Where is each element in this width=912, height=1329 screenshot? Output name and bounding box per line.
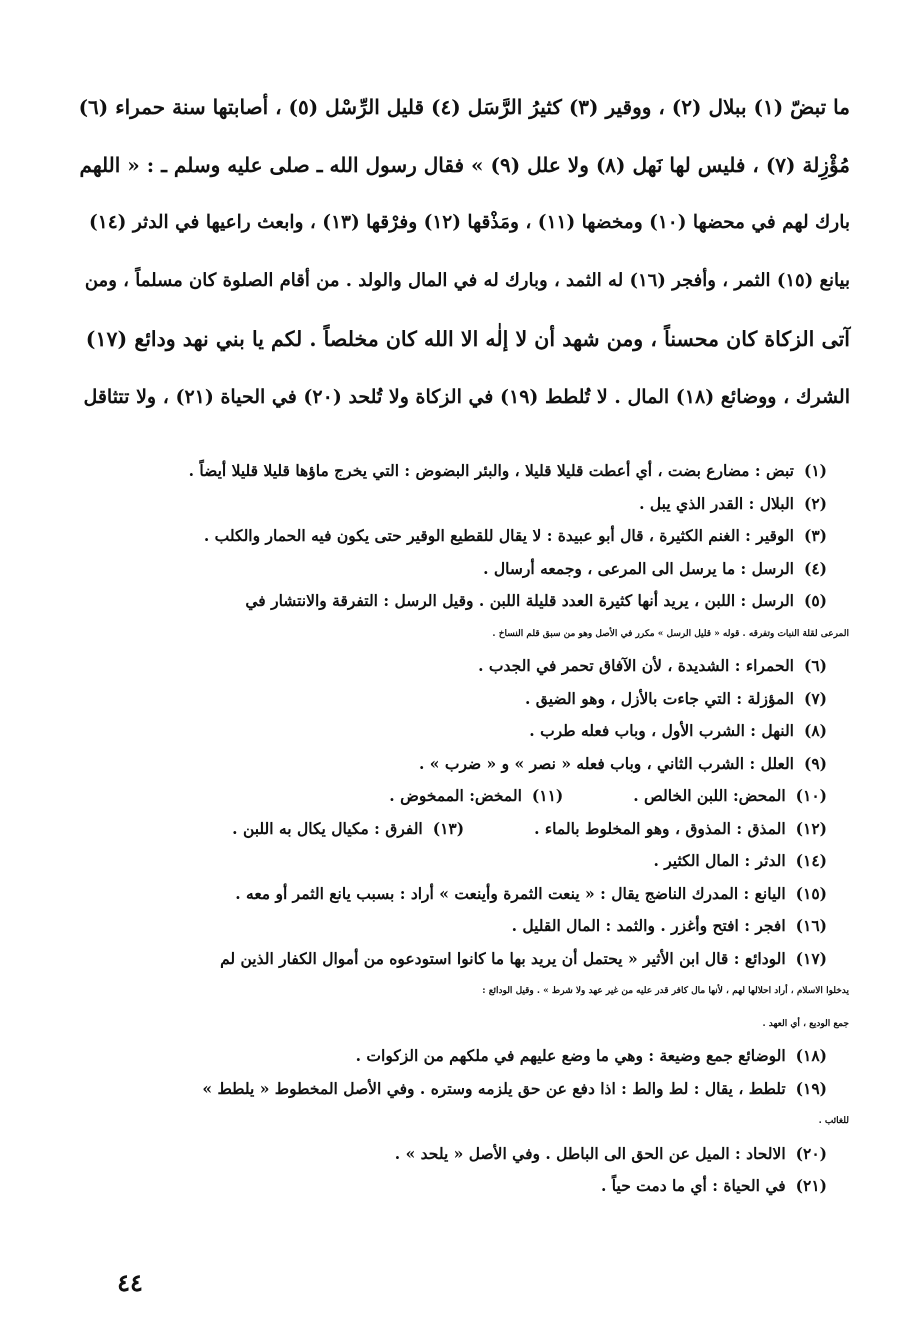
footnote-number: (١٥) (795, 883, 827, 903)
footnote (70, 943, 827, 976)
footnote-text: البلال : القدر الذي يبل . (639, 493, 794, 513)
footnote-number: (١٨) (795, 1046, 827, 1065)
footnote (70, 878, 827, 911)
footnote-number: (١٧) (795, 948, 827, 968)
footnote-text: الوقير : الغنم الكثيرة ، قال أبو عبيدة : لا يقال للقطيع الوقير حتى يكون فيه الحمار والكلب . (203, 526, 794, 545)
footnote-text: الفرق : مكيال يكال به اللبن . (232, 818, 423, 838)
footnote (70, 1073, 827, 1106)
main-text (70, 78, 850, 426)
footnote-text: الودائع : قال ابن الأثير « يحتمل أن يريد بها ما كانوا استودعوه من أموال الكفار الذين لم (220, 948, 786, 968)
footnote (70, 683, 827, 716)
footnote (70, 1138, 827, 1171)
footnote (70, 1040, 827, 1073)
footnote-number: (٨) (803, 721, 827, 740)
footnote-text: الرسل : اللبن ، يريد أنها كثيرة العدد قليلة اللبن . وقيل الرسل : التفرقة والانتشار في (245, 591, 794, 610)
footnote (70, 553, 827, 586)
footnote-text: يدخلوا الاسلام ، أراد احلالها لهم ، لأنها مال كافر قدر عليه من غير عهد ولا شرط » . وقيل الودائع : (482, 986, 849, 996)
footnote-text: الحمراء : الشديدة ، لأن الآفاق تحمر في الجدب . (478, 656, 794, 675)
footnote-text: الالحاد : الميل عن الحق الى الباطل . وفي الأصل « يلحد » . (394, 1143, 786, 1163)
footnote-number: (١٣) (432, 818, 465, 838)
footnote-text: المذق : المذوق ، وهو المخلوط بالماء . (534, 818, 786, 838)
footnote-number: (١٢) (795, 818, 827, 838)
footnote (70, 650, 827, 683)
footnote-text: للغائب . (818, 1116, 849, 1126)
footnote-text: جمع الوديع ، أي العهد . (762, 1018, 849, 1029)
footnote-number: (٣) (803, 526, 827, 545)
footnote-text: تبض : مضارع بضت ، أي أعطت قليلا قليلا ، والبئر البضوض : التي يخرج ماؤها قليلا قليلا أيضاً . (188, 461, 794, 480)
footnote-number: (٦) (803, 656, 827, 675)
main-text-line: مُؤْزِلة (٧) ، فليس لها نَهل (٨) ولا علل (٩) » فقال رسول الله ـ صلى عليه وسلم ـ : « اللهم (79, 153, 850, 177)
footnote-number: (٧) (803, 688, 827, 708)
footnote (389, 780, 563, 813)
footnote (232, 813, 464, 846)
footnote-text: المخض: الممخوض . (389, 786, 522, 805)
footnote (70, 748, 827, 781)
main-text-line: ما تبضّ (١) ببلال (٢) ، ووقير (٣) كثيرُ الرَّسَل (٤) قليل الرِّسْل (٥) ، أصابتها سنة حمراء (٦) (78, 95, 850, 119)
footnote-text: المرعى لقلة النبات وتفرقه . قوله « قليل الرسل » مكرر في الأصل وهو من سبق قلم النساخ . (492, 628, 849, 639)
footnote-text: الدثر : المال الكثير . (653, 851, 786, 870)
footnote (70, 520, 827, 553)
footnote (633, 780, 827, 813)
footnote-text: العلل : الشرب الثاني ، وباب فعله « نصر » و « ضرب » . (418, 753, 794, 773)
footnote-text: الرسل : ما يرسل الى المرعى ، وجمعه أرسال . (483, 558, 794, 578)
footnote-number: (١٠) (795, 786, 827, 805)
footnote-text: النهل : الشرب الأول ، وباب فعله طرب . (529, 721, 794, 740)
footnote-number: (٢١) (795, 1176, 827, 1195)
footnote-text: الوضائع جمع وضيعة : وهي ما وضع عليهم في ملكهم من الزكوات . (355, 1046, 786, 1065)
footnote-number: (١) (803, 461, 827, 480)
footnote-continuation (70, 1008, 849, 1041)
main-text-line: آتى الزكاة كان محسناً ، ومن شهد أن لا إلٰه الا الله كان مخلصاً . لكم يا بني نهد ودائع (١٧) (85, 327, 850, 351)
footnote-continuation (70, 618, 849, 651)
main-text-line: بيانع (١٥) الثمر ، وأفجر (١٦) له الثمد ، وبارك له في المال والولد . من أقام الصلوة كان مسلماً ، ومن (84, 270, 850, 291)
footnote (70, 488, 827, 521)
footnote-number: (١٤) (795, 851, 827, 870)
footnote-text: في الحياة : أي ما دمت حياً . (601, 1176, 786, 1195)
footnote-number: (٢) (803, 493, 827, 513)
footnote-number: (١١) (531, 786, 564, 805)
footnote-text: المحض: اللبن الخالص . (633, 786, 786, 805)
footnote (534, 813, 827, 846)
footnote (70, 845, 827, 878)
footnote-text: اليانع : المدرك الناضج يقال : « ينعت الثمرة وأينعت » أراد : بسبب يانع الثمر أو معه . (235, 883, 786, 903)
footnote-continuation (70, 1105, 849, 1138)
footnote-number: (٩) (803, 753, 827, 773)
footnote-number: (٤) (803, 558, 827, 578)
footnote-number: (٢٠) (795, 1143, 827, 1163)
page-number: ٤٤ (117, 1268, 143, 1297)
footnote (70, 585, 827, 618)
footnotes (70, 455, 849, 1203)
footnote-text: افجر : افتح وأغزر . والثمد : المال القليل . (511, 916, 786, 935)
footnote-text: المؤزلة : التي جاءت بالأزل ، وهو الضيق . (525, 688, 794, 708)
footnote (70, 1170, 827, 1203)
main-text-line: بارك لهم في محضها (١٠) ومخضها (١١) ، ومَذْقها (١٢) وفرْقها (١٣) ، وابعث راعيها في الدثر (١٤) (89, 212, 850, 233)
footnote-number: (١٦) (795, 916, 827, 935)
footnote-number: (٥) (803, 591, 827, 610)
footnote (70, 910, 827, 943)
footnote (70, 455, 827, 488)
footnote (70, 715, 827, 748)
footnote-pair (70, 780, 827, 813)
footnote-continuation (70, 975, 849, 1008)
footnote-text: تلطط ، يقال : لط والط : اذا دفع عن حق يلزمه وستره . وفي الأصل المخطوط « يلطط » (202, 1078, 786, 1098)
footnote-pair (70, 813, 827, 846)
footnote-number: (١٩) (795, 1078, 827, 1098)
main-text-line: الشرك ، ووضائع (١٨) المال . لا تُلطط (١٩) في الزكاة ولا تُلحد (٢٠) في الحياة (٢١) ، ولا تتثاقل (83, 386, 850, 408)
